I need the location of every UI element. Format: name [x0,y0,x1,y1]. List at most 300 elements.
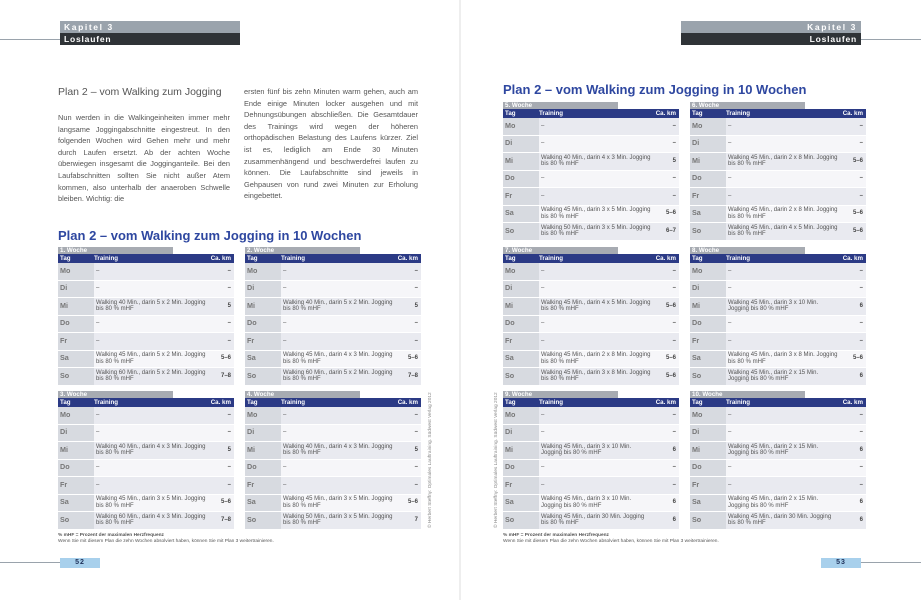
training-text: – [728,267,732,274]
col-header-km: Ca. km [210,399,231,406]
copyright-vertical: © Herbert Steffny: Optimales Lauftraining. Südwest Verlag 2012 [428,392,433,528]
day-cell: Di [503,136,539,153]
chapter-label: Kapitel 3 [681,21,861,33]
day-cell: So [690,368,726,385]
km-cell: 5–6 [208,495,234,512]
training-cell [726,188,840,205]
km-cell: 5–6 [653,351,679,368]
training-text: – [728,429,732,436]
training-cell [539,171,653,188]
day-cell: Mo [58,407,94,424]
training-text: – [283,285,287,292]
table-header [690,398,866,407]
table-row [245,460,421,478]
day-cell: Do [58,460,94,477]
km-cell: – [395,263,421,280]
training-text: – [96,267,100,274]
km-cell: – [840,316,866,333]
training-cell [94,333,208,350]
table-row [690,263,866,281]
km-cell: 5–6 [653,206,679,223]
col-header-day: Tag [505,255,516,262]
week-label: 5. Woche [503,102,618,109]
training-cell [281,460,395,477]
col-header-day: Tag [692,255,703,262]
training-cell [726,495,840,512]
training-cell [94,512,208,529]
km-cell: 6 [840,298,866,315]
training-text: Walking 45 Min., darin 3 x 5 Min. Jogging bis 80 % mHF [541,207,651,220]
col-header-km: Ca. km [397,399,418,406]
training-cell [281,407,395,424]
training-cell [281,316,395,333]
col-header-km: Ca. km [210,255,231,262]
day-cell: Di [690,425,726,442]
col-header-training: Training [281,399,306,406]
km-cell: – [395,477,421,494]
km-cell: – [840,118,866,135]
table-header [503,109,679,118]
col-header-day: Tag [247,255,258,262]
table-row [690,316,866,334]
table-row [503,333,679,351]
col-header-training: Training [94,399,119,406]
training-text: Walking 50 Min., darin 3 x 5 Min. Jogging bis 80 % mHF [283,513,393,527]
table-row [245,316,421,334]
km-cell: – [840,188,866,205]
day-cell: Sa [58,351,94,368]
training-cell [539,368,653,385]
table-header [690,109,866,118]
training-cell [726,118,840,135]
km-cell: 6 [840,442,866,459]
training-text: – [728,337,732,344]
training-text: – [283,464,287,471]
table-row [690,298,866,316]
km-cell: – [208,333,234,350]
table-row [503,442,679,460]
km-cell: 6 [840,368,866,385]
training-cell [539,407,653,424]
training-cell [539,263,653,280]
training-text: Walking 45 Min., darin 2 x 15 Min. Jogging bis 80 % mHF [728,496,819,509]
training-text: – [728,285,732,292]
training-text: – [728,140,732,147]
day-cell: Di [245,425,281,442]
training-cell [539,118,653,135]
km-cell: 5–6 [840,223,866,240]
training-text: – [728,175,732,182]
table-row [503,512,679,530]
km-cell: – [840,425,866,442]
training-text: Walking 45 Min., darin 3 x 10 Min. Jogging bis 80 % mHF [541,443,632,457]
km-cell: 6 [653,495,679,512]
table-header [58,398,234,407]
table-row [503,153,679,171]
km-cell: – [208,407,234,424]
table-row [690,407,866,425]
km-cell: 6 [840,495,866,512]
day-cell: Mo [503,118,539,135]
day-cell: Mo [503,263,539,280]
table-row [58,333,234,351]
km-cell: – [840,281,866,298]
week-label: 1. Woche [58,247,173,254]
section-heading: Plan 2 – vom Walking zum Jogging [58,86,222,98]
training-text: Walking 45 Min., darin 2 x 8 Min. Jogging bis 80 % mHF [541,352,651,365]
training-cell [539,477,653,494]
training-text: – [541,192,545,199]
col-header-training: Training [281,255,306,262]
training-text: – [541,429,545,436]
header-rule [861,39,921,40]
col-header-day: Tag [692,110,703,117]
day-cell: Fr [503,477,539,494]
week-6-table [690,102,866,241]
table-header [245,254,421,263]
km-cell: – [653,136,679,153]
training-text: – [541,464,545,471]
day-cell: Do [690,316,726,333]
week-label: 6. Woche [690,102,805,109]
table-row [690,425,866,443]
header-rule [0,39,60,40]
training-text: – [96,411,100,418]
table-row [690,512,866,530]
day-cell: Mo [245,263,281,280]
day-cell: Mi [245,442,281,459]
training-cell [94,477,208,494]
km-cell: 7 [395,512,421,529]
table-row [503,368,679,386]
table-row [245,425,421,443]
training-cell [726,425,840,442]
training-text: – [541,337,545,344]
day-cell: Mo [58,263,94,280]
training-text: – [541,411,545,418]
day-cell: Di [503,281,539,298]
training-text: Walking 45 Min., darin 4 x 5 Min. Jogging bis 80 % mHF [541,299,651,313]
km-cell: – [208,263,234,280]
table-row [690,136,866,154]
day-cell: Do [503,316,539,333]
week-label: 10. Woche [690,391,805,398]
table-row [503,281,679,299]
training-text: – [541,140,545,147]
table-row [503,425,679,443]
km-cell: 5–6 [208,351,234,368]
day-cell: Mi [690,298,726,315]
training-text: Walking 45 Min., darin 5 x 2 Min. Jogging bis 80 % mHF [96,352,206,365]
training-cell [94,263,208,280]
day-cell: Fr [690,188,726,205]
table-row [690,333,866,351]
week-1-table [58,247,234,386]
training-cell [539,281,653,298]
training-text: Walking 40 Min., darin 5 x 2 Min. Jogging bis 80 % mHF [96,299,206,313]
table-row [503,171,679,189]
km-cell: 7–8 [395,368,421,385]
col-header-day: Tag [692,399,703,406]
table-row [503,351,679,369]
km-cell: – [653,477,679,494]
table-row [690,223,866,241]
col-header-training: Training [726,110,751,117]
training-cell [94,495,208,512]
training-cell [539,442,653,459]
table-row [245,263,421,281]
training-cell [726,351,840,368]
training-text: Walking 40 Min., darin 4 x 3 Min. Jogging bis 80 % mHF [96,443,206,457]
week-7-table [503,247,679,386]
training-text: Walking 45 Min., darin 2 x 15 Min. Jogging bis 80 % mHF [728,443,819,457]
table-row [58,442,234,460]
training-text: Walking 45 Min., darin 2 x 15 Min. Jogging bis 80 % mHF [728,369,819,383]
training-cell [94,281,208,298]
table-row [58,263,234,281]
table-row [690,188,866,206]
week-label: 3. Woche [58,391,173,398]
col-header-km: Ca. km [655,255,676,262]
footer-rule [861,562,921,563]
table-row [245,333,421,351]
km-cell: – [840,136,866,153]
week-3-table [58,391,234,530]
training-text: Walking 45 Min., darin 3 x 10 Min. Jogging bis 80 % mHF [541,496,632,509]
table-row [58,460,234,478]
col-header-training: Training [726,255,751,262]
training-text: – [728,192,732,199]
km-cell: – [208,477,234,494]
plan-table-title: Plan 2 – vom Walking zum Jogging in 10 Wochen [503,82,807,97]
table-row [503,263,679,281]
table-row [690,281,866,299]
training-cell [94,407,208,424]
training-cell [281,333,395,350]
day-cell: So [690,223,726,240]
training-text: Walking 45 Min., darin 3 x 5 Min. Jogging bis 80 % mHF [283,496,393,509]
training-text: Walking 40 Min., darin 5 x 2 Min. Jogging bis 80 % mHF [283,299,393,313]
footer-rule [0,562,60,563]
training-text: – [541,122,545,129]
training-text: – [541,267,545,274]
km-cell: 5 [395,442,421,459]
plan-table-title: Plan 2 – vom Walking zum Jogging in 10 Wochen [58,228,362,243]
col-header-km: Ca. km [842,255,863,262]
day-cell: Mi [58,442,94,459]
km-cell: – [395,407,421,424]
chapter-label: Kapitel 3 [60,21,240,33]
table-row [58,351,234,369]
day-cell: Mo [503,407,539,424]
km-cell: 5–6 [840,153,866,170]
training-cell [726,153,840,170]
km-cell: – [653,333,679,350]
km-cell: 5–6 [840,351,866,368]
training-text: – [96,481,100,488]
training-cell [726,206,840,223]
left-page [0,0,460,600]
day-cell: So [503,223,539,240]
table-row [58,281,234,299]
table-row [58,298,234,316]
training-cell [539,333,653,350]
training-text: Walking 60 Min., darin 5 x 2 Min. Jogging bis 80 % mHF [96,369,206,383]
training-cell [281,477,395,494]
training-cell [539,495,653,512]
km-cell: 5–6 [653,298,679,315]
km-cell: 7–8 [208,512,234,529]
col-header-training: Training [539,399,564,406]
table-row [245,407,421,425]
training-cell [94,442,208,459]
day-cell: So [58,512,94,529]
training-cell [281,368,395,385]
day-cell: Sa [690,495,726,512]
training-cell [539,460,653,477]
table-row [245,298,421,316]
day-cell: Sa [58,495,94,512]
training-text: – [283,320,287,327]
day-cell: Fr [245,477,281,494]
training-cell [281,442,395,459]
training-text: – [541,481,545,488]
km-cell: – [395,425,421,442]
day-cell: Sa [690,206,726,223]
col-header-km: Ca. km [655,110,676,117]
day-cell: Di [245,281,281,298]
km-cell: – [208,425,234,442]
day-cell: Di [690,136,726,153]
col-header-training: Training [539,255,564,262]
day-cell: Do [690,460,726,477]
page-number: 52 [60,558,100,568]
right-page [461,0,921,600]
day-cell: So [245,512,281,529]
training-cell [726,407,840,424]
day-cell: Sa [690,351,726,368]
week-label: 7. Woche [503,247,618,254]
table-row [690,442,866,460]
training-cell [94,298,208,315]
training-cell [94,368,208,385]
training-cell [539,206,653,223]
col-header-day: Tag [60,399,71,406]
training-cell [726,333,840,350]
training-text: – [541,320,545,327]
training-text: Walking 45 Min., darin 30 Min. Jogging bis 80 % mHF [728,513,832,527]
intro-paragraph-col2: ersten fünf bis zehn Minuten warm gehen, auch am Ende einige Minuten locker ausgehen und mit Dehnungsübungen abschließen. Die Gesamtdauer des Trainings wird wegen der höheren orthopädischen Belastung des Laufens kürzer. Ziel ist es, lediglich am Ende 30 Minuten zusammenhängend und beschwerdefrei laufen zu können. Die Laufabschnitte sind jeweils in Gehpausen von rund zwei Minuten zur Erholung eingebettet. [244,87,418,201]
table-row [245,495,421,513]
training-text: Walking 50 Min., darin 3 x 5 Min. Jogging bis 80 % mHF [541,224,651,238]
day-cell: Mo [690,118,726,135]
km-cell: – [653,188,679,205]
col-header-km: Ca. km [842,399,863,406]
training-text: Walking 45 Min., darin 4 x 5 Min. Jogging bis 80 % mHF [728,224,838,238]
table-row [503,136,679,154]
day-cell: So [245,368,281,385]
day-cell: Fr [503,333,539,350]
training-text: – [728,481,732,488]
training-text: – [728,320,732,327]
table-row [58,425,234,443]
week-2-table [245,247,421,386]
day-cell: So [58,368,94,385]
week-10-table [690,391,866,530]
col-header-training: Training [726,399,751,406]
km-cell: – [395,281,421,298]
training-cell [281,512,395,529]
table-row [58,512,234,530]
table-row [503,477,679,495]
chapter-title: Loslaufen [681,33,861,45]
table-row [58,316,234,334]
day-cell: Fr [503,188,539,205]
training-text: Walking 45 Min., darin 4 x 3 Min. Jogging bis 80 % mHF [283,352,393,365]
km-cell: – [840,460,866,477]
training-cell [539,512,653,529]
table-row [690,153,866,171]
km-cell: 6 [653,442,679,459]
day-cell: Di [690,281,726,298]
day-cell: Fr [58,477,94,494]
day-cell: Sa [245,351,281,368]
day-cell: Fr [245,333,281,350]
km-cell: – [840,171,866,188]
table-row [690,477,866,495]
km-cell: – [653,316,679,333]
training-cell [726,460,840,477]
training-text: Walking 45 Min., darin 3 x 10 Min. Jogging bis 80 % mHF [728,299,819,313]
training-cell [281,495,395,512]
day-cell: Do [245,316,281,333]
training-text: – [283,337,287,344]
day-cell: Mi [245,298,281,315]
table-row [245,351,421,369]
training-text: Walking 40 Min., darin 4 x 3 Min. Jogging bis 80 % mHF [541,154,651,168]
table-row [503,188,679,206]
intro-paragraph-col1: Nun werden in die Walkingeinheiten immer mehr langsame Joggingabschnitte eingestreut. In den folgenden Wochen wird Gehen mehr und mehr durch Laufen ersetzt. Ab der achten Woche überwiegen insgesamt die Jogginganteile. Bei den Laufabschnitten sollten Sie nicht außer Atem kommen, also unterhalb der anaeroben Schwelle bleiben. Wichtig: die [58,113,230,204]
day-cell: Do [58,316,94,333]
training-cell [539,298,653,315]
training-text: – [283,429,287,436]
table-row [690,171,866,189]
day-cell: Sa [245,495,281,512]
km-cell: – [653,460,679,477]
training-text: – [283,267,287,274]
table-row [245,442,421,460]
table-header [503,254,679,263]
day-cell: Mi [503,442,539,459]
km-cell: – [840,477,866,494]
training-text: – [96,285,100,292]
training-cell [726,136,840,153]
training-cell [281,281,395,298]
day-cell: Do [690,171,726,188]
km-cell: – [840,263,866,280]
table-row [503,223,679,241]
week-label: 9. Woche [503,391,618,398]
training-text: Walking 45 Min., darin 3 x 8 Min. Jogging bis 80 % mHF [728,352,838,365]
training-text: – [283,481,287,488]
table-row [503,298,679,316]
table-row [690,118,866,136]
day-cell: Fr [58,333,94,350]
km-cell: – [395,460,421,477]
training-cell [726,223,840,240]
day-cell: Mi [503,153,539,170]
km-cell: 5–6 [653,368,679,385]
